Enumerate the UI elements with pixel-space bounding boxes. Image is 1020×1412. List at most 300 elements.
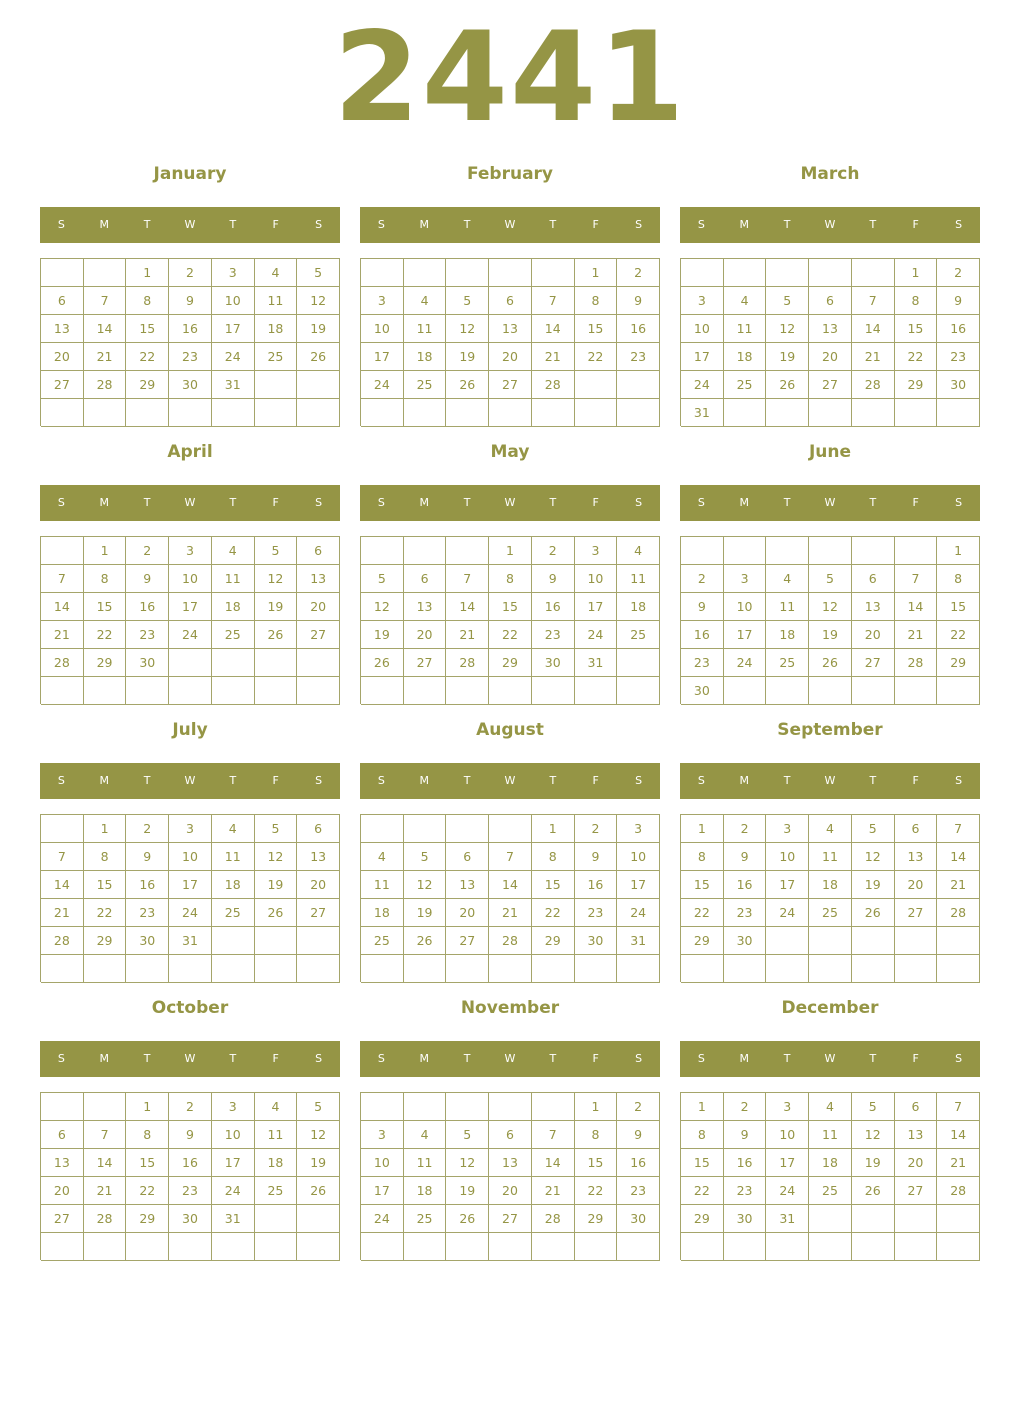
empty-day-cell xyxy=(446,259,489,287)
weekday-label: S xyxy=(955,774,963,787)
month-february xyxy=(360,158,660,436)
day-cell: 29 xyxy=(84,927,127,955)
empty-day-cell xyxy=(852,537,895,565)
weekday-label: W xyxy=(184,218,196,231)
day-cell: 17 xyxy=(169,593,212,621)
day-cell: 6 xyxy=(41,287,84,315)
day-cell: 23 xyxy=(937,343,980,371)
day-cell: 10 xyxy=(681,315,724,343)
month-name: May xyxy=(490,442,530,462)
day-cell: 20 xyxy=(852,621,895,649)
day-cell: 16 xyxy=(169,1149,212,1177)
weekday-header xyxy=(40,763,340,799)
month-june xyxy=(680,436,980,714)
empty-day-cell xyxy=(297,649,340,677)
weekday-header xyxy=(680,763,980,799)
day-cell: 18 xyxy=(255,1149,298,1177)
weekday-label: M xyxy=(419,218,430,231)
day-cell: 17 xyxy=(575,593,618,621)
day-cell: 4 xyxy=(809,1093,852,1121)
day-cell: 15 xyxy=(681,1149,724,1177)
empty-day-cell xyxy=(84,399,127,427)
empty-day-cell xyxy=(809,1205,852,1233)
day-grid xyxy=(680,258,980,426)
empty-day-cell xyxy=(297,927,340,955)
month-name: June xyxy=(808,442,852,462)
empty-day-cell xyxy=(809,259,852,287)
weekday-label: W xyxy=(504,774,516,787)
day-cell: 25 xyxy=(361,927,404,955)
weekday-label: F xyxy=(592,496,599,509)
weekday-label: T xyxy=(143,218,151,231)
day-cell: 1 xyxy=(126,259,169,287)
day-cell: 1 xyxy=(126,1093,169,1121)
weekday-label: T xyxy=(783,218,791,231)
empty-day-cell xyxy=(41,815,84,843)
month-name: November xyxy=(460,998,560,1018)
day-cell: 27 xyxy=(297,899,340,927)
day-cell: 4 xyxy=(361,843,404,871)
day-cell: 21 xyxy=(937,1149,980,1177)
day-cell: 11 xyxy=(766,593,809,621)
weekday-label: F xyxy=(272,496,279,509)
day-cell: 3 xyxy=(681,287,724,315)
day-cell: 10 xyxy=(766,843,809,871)
empty-day-cell xyxy=(84,1233,127,1261)
day-cell: 14 xyxy=(532,1149,575,1177)
day-cell: 31 xyxy=(575,649,618,677)
weekday-label: F xyxy=(272,218,279,231)
day-cell: 5 xyxy=(852,1093,895,1121)
empty-day-cell xyxy=(361,399,404,427)
month-december xyxy=(680,992,980,1270)
empty-day-cell xyxy=(532,955,575,983)
day-cell: 7 xyxy=(852,287,895,315)
empty-day-cell xyxy=(895,1205,938,1233)
empty-day-cell xyxy=(361,259,404,287)
empty-day-cell xyxy=(895,537,938,565)
weekday-label: T xyxy=(869,1052,877,1065)
day-cell: 19 xyxy=(852,871,895,899)
day-cell: 29 xyxy=(937,649,980,677)
day-cell: 18 xyxy=(255,315,298,343)
day-cell: 2 xyxy=(169,1093,212,1121)
weekday-header xyxy=(40,207,340,243)
day-cell: 11 xyxy=(724,315,767,343)
day-cell: 24 xyxy=(361,371,404,399)
day-cell: 19 xyxy=(809,621,852,649)
day-cell: 20 xyxy=(297,871,340,899)
day-cell: 12 xyxy=(297,287,340,315)
day-cell: 30 xyxy=(169,371,212,399)
day-cell: 9 xyxy=(681,593,724,621)
empty-day-cell xyxy=(575,955,618,983)
day-cell: 25 xyxy=(255,343,298,371)
day-cell: 8 xyxy=(895,287,938,315)
day-cell: 2 xyxy=(532,537,575,565)
empty-day-cell xyxy=(446,537,489,565)
month-name: January xyxy=(153,164,227,184)
day-cell: 23 xyxy=(575,899,618,927)
day-cell: 20 xyxy=(489,343,532,371)
empty-day-cell xyxy=(766,537,809,565)
day-cell: 6 xyxy=(297,815,340,843)
day-cell: 14 xyxy=(895,593,938,621)
day-cell: 23 xyxy=(169,343,212,371)
empty-day-cell xyxy=(404,677,447,705)
day-cell: 29 xyxy=(681,1205,724,1233)
day-cell: 28 xyxy=(84,1205,127,1233)
month-name: September xyxy=(777,720,883,740)
day-cell: 29 xyxy=(126,1205,169,1233)
month-name: March xyxy=(800,164,860,184)
weekday-label: T xyxy=(229,218,237,231)
weekday-label: W xyxy=(184,496,196,509)
weekday-label: T xyxy=(549,218,557,231)
month-september xyxy=(680,714,980,992)
weekday-label: T xyxy=(143,496,151,509)
day-cell: 23 xyxy=(724,899,767,927)
day-cell: 26 xyxy=(361,649,404,677)
day-cell: 5 xyxy=(255,815,298,843)
empty-day-cell xyxy=(532,1093,575,1121)
empty-day-cell xyxy=(489,677,532,705)
day-cell: 17 xyxy=(212,315,255,343)
day-cell: 15 xyxy=(84,593,127,621)
day-cell: 18 xyxy=(617,593,660,621)
day-cell: 30 xyxy=(169,1205,212,1233)
day-cell: 4 xyxy=(724,287,767,315)
day-cell: 8 xyxy=(575,1121,618,1149)
weekday-label: T xyxy=(869,496,877,509)
day-cell: 25 xyxy=(212,899,255,927)
day-cell: 31 xyxy=(212,371,255,399)
empty-day-cell xyxy=(681,259,724,287)
day-cell: 23 xyxy=(724,1177,767,1205)
day-cell: 14 xyxy=(852,315,895,343)
day-cell: 25 xyxy=(404,371,447,399)
weekday-header xyxy=(40,485,340,521)
day-cell: 12 xyxy=(809,593,852,621)
weekday-header xyxy=(680,207,980,243)
weekday-label: M xyxy=(99,218,110,231)
empty-day-cell xyxy=(809,399,852,427)
day-cell: 9 xyxy=(937,287,980,315)
day-cell: 26 xyxy=(255,899,298,927)
weekday-label: T xyxy=(229,774,237,787)
day-cell: 23 xyxy=(681,649,724,677)
day-cell: 31 xyxy=(617,927,660,955)
month-january xyxy=(40,158,340,436)
day-cell: 13 xyxy=(895,843,938,871)
day-cell: 18 xyxy=(724,343,767,371)
day-cell: 24 xyxy=(766,1177,809,1205)
day-cell: 20 xyxy=(41,343,84,371)
day-cell: 21 xyxy=(84,343,127,371)
day-cell: 22 xyxy=(937,621,980,649)
day-cell: 10 xyxy=(169,565,212,593)
weekday-header xyxy=(360,763,660,799)
day-cell: 12 xyxy=(852,1121,895,1149)
day-cell: 23 xyxy=(169,1177,212,1205)
day-cell: 9 xyxy=(126,843,169,871)
day-cell: 13 xyxy=(404,593,447,621)
empty-day-cell xyxy=(575,371,618,399)
day-cell: 12 xyxy=(446,315,489,343)
day-cell: 3 xyxy=(212,1093,255,1121)
day-cell: 22 xyxy=(126,1177,169,1205)
day-cell: 16 xyxy=(681,621,724,649)
day-cell: 20 xyxy=(489,1177,532,1205)
month-name: February xyxy=(466,164,554,184)
day-cell: 29 xyxy=(126,371,169,399)
day-cell: 25 xyxy=(404,1205,447,1233)
day-cell: 3 xyxy=(169,537,212,565)
month-name: December xyxy=(781,998,879,1018)
empty-day-cell xyxy=(766,399,809,427)
day-cell: 24 xyxy=(169,899,212,927)
empty-day-cell xyxy=(255,955,298,983)
day-cell: 13 xyxy=(809,315,852,343)
weekday-label: S xyxy=(697,774,705,787)
empty-day-cell xyxy=(361,955,404,983)
empty-day-cell xyxy=(852,259,895,287)
day-cell: 28 xyxy=(532,371,575,399)
weekday-label: M xyxy=(739,1052,750,1065)
year-title: 2441 xyxy=(333,6,687,150)
day-cell: 25 xyxy=(809,1177,852,1205)
day-cell: 24 xyxy=(361,1205,404,1233)
empty-day-cell xyxy=(404,537,447,565)
day-cell: 31 xyxy=(212,1205,255,1233)
day-cell: 9 xyxy=(617,287,660,315)
day-cell: 27 xyxy=(809,371,852,399)
day-cell: 14 xyxy=(937,1121,980,1149)
empty-day-cell xyxy=(724,955,767,983)
day-cell: 15 xyxy=(126,1149,169,1177)
day-cell: 1 xyxy=(575,1093,618,1121)
weekday-label: M xyxy=(739,218,750,231)
day-cell: 24 xyxy=(617,899,660,927)
day-cell: 22 xyxy=(895,343,938,371)
empty-day-cell xyxy=(766,259,809,287)
day-cell: 7 xyxy=(84,1121,127,1149)
empty-day-cell xyxy=(84,259,127,287)
day-cell: 24 xyxy=(212,1177,255,1205)
day-cell: 25 xyxy=(766,649,809,677)
day-cell: 22 xyxy=(126,343,169,371)
day-cell: 12 xyxy=(852,843,895,871)
weekday-label: F xyxy=(592,1052,599,1065)
day-cell: 2 xyxy=(937,259,980,287)
empty-day-cell xyxy=(255,927,298,955)
day-cell: 23 xyxy=(126,621,169,649)
day-cell: 23 xyxy=(532,621,575,649)
empty-day-cell xyxy=(489,955,532,983)
day-cell: 4 xyxy=(617,537,660,565)
day-cell: 2 xyxy=(724,815,767,843)
day-cell: 21 xyxy=(84,1177,127,1205)
day-cell: 10 xyxy=(212,1121,255,1149)
day-cell: 4 xyxy=(255,1093,298,1121)
day-cell: 12 xyxy=(446,1149,489,1177)
day-cell: 12 xyxy=(255,565,298,593)
day-grid xyxy=(360,536,660,704)
day-grid xyxy=(40,1092,340,1260)
empty-day-cell xyxy=(681,955,724,983)
day-cell: 8 xyxy=(84,565,127,593)
weekday-header xyxy=(40,1041,340,1077)
day-cell: 2 xyxy=(617,1093,660,1121)
empty-day-cell xyxy=(255,649,298,677)
day-cell: 12 xyxy=(361,593,404,621)
day-cell: 21 xyxy=(852,343,895,371)
day-cell: 27 xyxy=(404,649,447,677)
empty-day-cell xyxy=(255,399,298,427)
day-cell: 5 xyxy=(446,1121,489,1149)
month-name: August xyxy=(476,720,544,740)
empty-day-cell xyxy=(766,955,809,983)
day-cell: 29 xyxy=(532,927,575,955)
day-cell: 1 xyxy=(681,1093,724,1121)
empty-day-cell xyxy=(895,955,938,983)
weekday-label: T xyxy=(783,496,791,509)
day-cell: 21 xyxy=(489,899,532,927)
day-cell: 26 xyxy=(852,899,895,927)
day-cell: 11 xyxy=(255,1121,298,1149)
day-cell: 6 xyxy=(297,537,340,565)
day-cell: 11 xyxy=(212,843,255,871)
day-cell: 6 xyxy=(404,565,447,593)
day-cell: 13 xyxy=(297,843,340,871)
weekday-label: S xyxy=(377,774,385,787)
day-cell: 31 xyxy=(681,399,724,427)
weekday-label: W xyxy=(504,218,516,231)
day-cell: 16 xyxy=(126,593,169,621)
empty-day-cell xyxy=(169,649,212,677)
day-cell: 12 xyxy=(404,871,447,899)
day-cell: 16 xyxy=(724,871,767,899)
day-cell: 27 xyxy=(489,371,532,399)
empty-day-cell xyxy=(361,537,404,565)
empty-day-cell xyxy=(937,955,980,983)
month-may xyxy=(360,436,660,714)
day-cell: 3 xyxy=(212,259,255,287)
day-cell: 8 xyxy=(575,287,618,315)
day-cell: 3 xyxy=(724,565,767,593)
day-cell: 7 xyxy=(895,565,938,593)
day-cell: 5 xyxy=(766,287,809,315)
month-august xyxy=(360,714,660,992)
weekday-label: W xyxy=(504,1052,516,1065)
weekday-label: W xyxy=(824,774,836,787)
empty-day-cell xyxy=(489,259,532,287)
weekday-label: T xyxy=(143,1052,151,1065)
empty-day-cell xyxy=(404,399,447,427)
day-cell: 3 xyxy=(766,815,809,843)
empty-day-cell xyxy=(895,1233,938,1261)
empty-day-cell xyxy=(724,1233,767,1261)
day-cell: 9 xyxy=(724,843,767,871)
day-cell: 1 xyxy=(895,259,938,287)
day-grid xyxy=(680,814,980,982)
empty-day-cell xyxy=(766,927,809,955)
month-march xyxy=(680,158,980,436)
day-cell: 18 xyxy=(766,621,809,649)
empty-day-cell xyxy=(575,1233,618,1261)
empty-day-cell xyxy=(212,927,255,955)
empty-day-cell xyxy=(404,1233,447,1261)
day-cell: 19 xyxy=(297,1149,340,1177)
empty-day-cell xyxy=(895,399,938,427)
day-cell: 15 xyxy=(681,871,724,899)
day-cell: 12 xyxy=(766,315,809,343)
day-grid xyxy=(680,536,980,704)
empty-day-cell xyxy=(895,677,938,705)
day-cell: 8 xyxy=(532,843,575,871)
day-cell: 18 xyxy=(212,871,255,899)
day-cell: 23 xyxy=(617,1177,660,1205)
weekday-label: S xyxy=(315,496,323,509)
day-cell: 7 xyxy=(41,843,84,871)
day-cell: 14 xyxy=(937,843,980,871)
day-cell: 17 xyxy=(169,871,212,899)
day-cell: 29 xyxy=(575,1205,618,1233)
day-cell: 22 xyxy=(84,899,127,927)
empty-day-cell xyxy=(169,677,212,705)
day-cell: 15 xyxy=(937,593,980,621)
day-cell: 13 xyxy=(852,593,895,621)
day-cell: 16 xyxy=(575,871,618,899)
day-cell: 27 xyxy=(41,371,84,399)
weekday-label: S xyxy=(57,1052,65,1065)
day-cell: 28 xyxy=(937,1177,980,1205)
day-cell: 14 xyxy=(446,593,489,621)
day-grid xyxy=(360,1092,660,1260)
day-cell: 26 xyxy=(766,371,809,399)
day-cell: 13 xyxy=(489,315,532,343)
day-cell: 6 xyxy=(489,1121,532,1149)
day-cell: 8 xyxy=(489,565,532,593)
day-grid xyxy=(40,258,340,426)
day-grid xyxy=(360,258,660,426)
day-cell: 7 xyxy=(532,287,575,315)
weekday-label: M xyxy=(99,496,110,509)
day-cell: 30 xyxy=(617,1205,660,1233)
day-cell: 22 xyxy=(575,343,618,371)
day-cell: 13 xyxy=(41,315,84,343)
day-cell: 16 xyxy=(532,593,575,621)
weekday-label: S xyxy=(955,1052,963,1065)
day-cell: 26 xyxy=(809,649,852,677)
weekday-label: T xyxy=(463,1052,471,1065)
empty-day-cell xyxy=(255,677,298,705)
weekday-label: F xyxy=(272,774,279,787)
day-cell: 8 xyxy=(681,843,724,871)
weekday-label: S xyxy=(315,1052,323,1065)
day-cell: 26 xyxy=(446,1205,489,1233)
day-cell: 10 xyxy=(617,843,660,871)
day-cell: 19 xyxy=(361,621,404,649)
empty-day-cell xyxy=(361,677,404,705)
day-cell: 5 xyxy=(361,565,404,593)
day-cell: 28 xyxy=(84,371,127,399)
day-cell: 3 xyxy=(766,1093,809,1121)
day-cell: 10 xyxy=(212,287,255,315)
day-cell: 11 xyxy=(809,1121,852,1149)
day-cell: 15 xyxy=(532,871,575,899)
day-cell: 21 xyxy=(446,621,489,649)
